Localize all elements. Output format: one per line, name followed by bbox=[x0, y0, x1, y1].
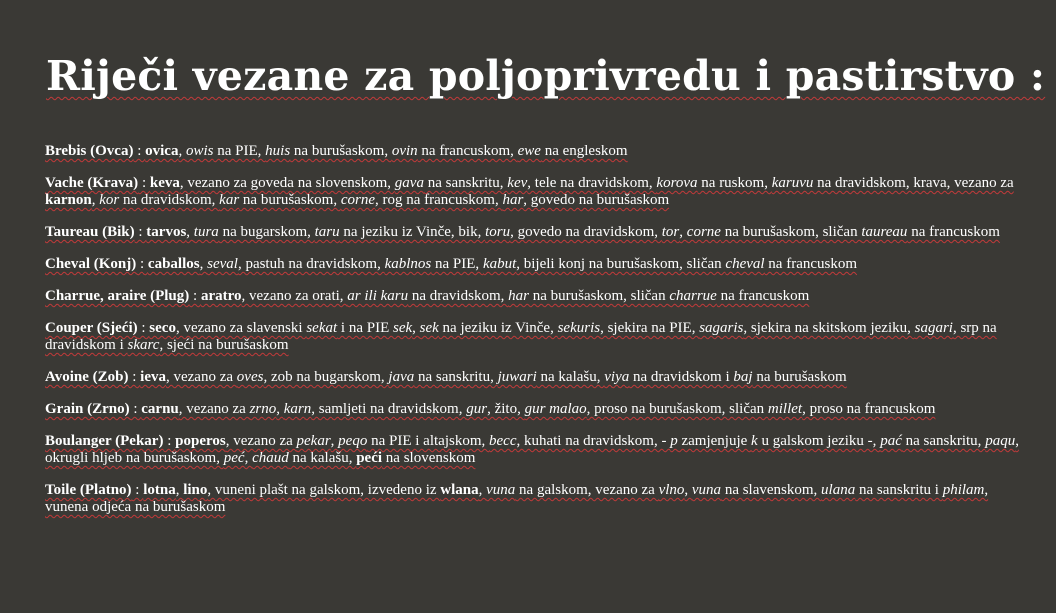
italic-term: owis bbox=[185, 143, 214, 159]
bold-term: Brebis (Ovca) bbox=[45, 143, 134, 159]
text-run: , bbox=[244, 450, 253, 466]
text-run: na kalašu, bbox=[536, 369, 605, 385]
text-run: , bbox=[684, 482, 692, 498]
text-run: , bbox=[478, 482, 487, 498]
text-run: na sanskritu, bbox=[423, 175, 508, 191]
bold-term: peći bbox=[356, 450, 383, 466]
text-run: na jeziku iz Vinče, bik, bbox=[339, 224, 486, 240]
bold-term: Boulanger (Pekar) bbox=[45, 433, 164, 449]
italic-term: tura bbox=[193, 224, 219, 240]
bold-term: poperos bbox=[175, 433, 226, 449]
italic-term: charrue bbox=[669, 288, 717, 304]
text-run: , vezano za goveda na slovenskom, bbox=[179, 175, 395, 191]
text-run: , bbox=[412, 320, 420, 336]
text-run: , srp na dravidskom i bbox=[45, 320, 997, 353]
text-run: na dravidskom, krava, vezano za bbox=[813, 175, 1014, 191]
text-run: , proso na francuskom bbox=[802, 401, 936, 417]
italic-term: tor bbox=[661, 224, 680, 240]
text-run: , bijeli konj na burušaskom, sličan bbox=[516, 256, 726, 272]
text-run: , govedo na dravidskom, bbox=[510, 224, 662, 240]
bold-term: Grain (Zrno) bbox=[45, 401, 130, 417]
text-run: na francuskom bbox=[716, 288, 810, 304]
text-run: , okrugli hljeb na burušaskom, bbox=[45, 433, 1019, 466]
bold-term: aratro bbox=[200, 288, 242, 304]
italic-term: sek bbox=[392, 320, 413, 336]
italic-term: sekat bbox=[306, 320, 338, 336]
text-run: na sanskritu, bbox=[901, 433, 986, 449]
text-run: i na PIE bbox=[337, 320, 393, 336]
entry-grain bbox=[45, 401, 1020, 418]
bold-term: Avoine (Zob) bbox=[45, 369, 129, 385]
text-run: na kalašu, bbox=[288, 450, 357, 466]
text-run: na dravidskom i bbox=[629, 369, 734, 385]
bold-term: keva bbox=[149, 175, 180, 191]
italic-term: seval bbox=[207, 256, 238, 272]
italic-term: gur malao bbox=[524, 401, 587, 417]
italic-term: vuna bbox=[691, 482, 722, 498]
text-run: na PIE, bbox=[213, 143, 266, 159]
text-run: na dravidskom, bbox=[408, 288, 509, 304]
text-run: na burušaskom bbox=[752, 369, 847, 385]
bold-term: ovica bbox=[145, 143, 179, 159]
bold-term: Vache (Krava) bbox=[45, 175, 139, 191]
italic-term: corne bbox=[340, 192, 375, 208]
entry-list bbox=[45, 128, 1020, 525]
italic-term: k bbox=[751, 433, 758, 449]
italic-term: har bbox=[508, 288, 529, 304]
entry-cheval bbox=[45, 256, 1020, 273]
bold-term: caballos bbox=[147, 256, 200, 272]
entry-taureau bbox=[45, 224, 1020, 241]
italic-term: taureau bbox=[861, 224, 908, 240]
italic-term: kar bbox=[219, 192, 240, 208]
text-run: , bbox=[175, 482, 184, 498]
text-run: : bbox=[137, 320, 150, 336]
text-run: , vezano za orati, bbox=[241, 288, 348, 304]
italic-term: paqu bbox=[985, 433, 1016, 449]
italic-term: vuna bbox=[486, 482, 516, 498]
bold-term: seco bbox=[149, 320, 176, 336]
text-run: , vezano za bbox=[165, 369, 237, 385]
italic-term: taru bbox=[314, 224, 340, 240]
text-run: , zob na bugarskom, bbox=[263, 369, 389, 385]
text-run: : bbox=[128, 369, 141, 385]
italic-term: baj bbox=[733, 369, 753, 385]
italic-term: har bbox=[502, 192, 524, 208]
text-run: , bbox=[679, 224, 687, 240]
italic-term: sagari bbox=[914, 320, 953, 336]
entry-couper bbox=[45, 320, 1020, 354]
entry-vache bbox=[45, 175, 1020, 209]
italic-term: pekar bbox=[296, 433, 331, 449]
text-run: na slavenskom, bbox=[721, 482, 822, 498]
italic-term: zrno bbox=[249, 401, 277, 417]
text-run: na burušaskom, bbox=[290, 143, 392, 159]
text-run: , rog na francuskom, bbox=[374, 192, 503, 208]
italic-term: millet bbox=[767, 401, 803, 417]
text-run: u galskom jeziku -, bbox=[757, 433, 881, 449]
italic-term: peqo bbox=[338, 433, 368, 449]
bold-term: wlana bbox=[440, 482, 479, 498]
italic-term: kor bbox=[99, 192, 120, 208]
text-run: , bbox=[330, 433, 339, 449]
italic-term: juwari bbox=[497, 369, 537, 385]
text-run: , govedo na burušaskom bbox=[523, 192, 670, 208]
text-run: , samljeti na dravidskom, bbox=[311, 401, 467, 417]
text-run: na burušaskom, sličan bbox=[720, 224, 862, 240]
text-run: : bbox=[129, 401, 142, 417]
italic-term: cheval bbox=[725, 256, 765, 272]
italic-term: sekuris bbox=[557, 320, 601, 336]
italic-term: gava bbox=[394, 175, 424, 191]
italic-term: korova bbox=[656, 175, 698, 191]
text-run: na burušaskom, bbox=[239, 192, 341, 208]
italic-term: peć bbox=[223, 450, 245, 466]
text-run: , vezano za bbox=[178, 401, 250, 417]
bold-term: Couper (Sjeći) bbox=[45, 320, 138, 336]
text-run: na francuskom, bbox=[417, 143, 518, 159]
italic-term: philam bbox=[942, 482, 985, 498]
italic-term: ewe bbox=[517, 143, 541, 159]
text-run: , sjekira na PIE, bbox=[600, 320, 700, 336]
text-run: , vuneni plašt na galskom, izvedeno iz bbox=[207, 482, 441, 498]
italic-term: karuvu bbox=[771, 175, 814, 191]
text-run: , sjeći na burušaskom bbox=[159, 337, 289, 353]
text-run: : bbox=[131, 482, 144, 498]
italic-term: ulana bbox=[821, 482, 856, 498]
text-run: na sanskritu, bbox=[414, 369, 498, 385]
bold-term: ieva bbox=[140, 369, 166, 385]
text-run: na PIE i altajskom, bbox=[367, 433, 489, 449]
italic-term: viya bbox=[604, 369, 630, 385]
text-run: : bbox=[138, 175, 150, 191]
italic-term: kabut bbox=[482, 256, 517, 272]
italic-term: toru bbox=[485, 224, 511, 240]
text-run: , proso na burušaskom, sličan bbox=[586, 401, 768, 417]
bold-term: lino bbox=[183, 482, 208, 498]
italic-term: java bbox=[388, 369, 415, 385]
bold-term: tarvos bbox=[146, 224, 187, 240]
text-run: na jeziku iz Vinče, bbox=[438, 320, 558, 336]
text-run: , sjekira na skitskom jeziku, bbox=[743, 320, 915, 336]
entry-brebis bbox=[45, 143, 1020, 160]
bold-term: carnu bbox=[141, 401, 179, 417]
text-run: : bbox=[134, 224, 147, 240]
italic-term: ovin bbox=[391, 143, 418, 159]
bold-term: lotna bbox=[143, 482, 176, 498]
text-run: na slovenskom bbox=[382, 450, 476, 466]
text-run: : bbox=[189, 288, 201, 304]
italic-term: p bbox=[670, 433, 678, 449]
text-run: , bbox=[186, 224, 194, 240]
italic-term: pać bbox=[880, 433, 902, 449]
entry-toile bbox=[45, 482, 1020, 516]
text-run: na ruskom, bbox=[697, 175, 772, 191]
italic-term: karn bbox=[283, 401, 312, 417]
italic-term: skarc bbox=[127, 337, 160, 353]
bold-term: karnon bbox=[45, 192, 92, 208]
bold-term: Charrue, araire (Plug) bbox=[45, 288, 190, 304]
italic-term: vlno bbox=[658, 482, 685, 498]
italic-term: ar ili karu bbox=[347, 288, 409, 304]
text-run: na burušaskom, sličan bbox=[528, 288, 670, 304]
italic-term: sagaris bbox=[699, 320, 744, 336]
text-run: zamjenjuje bbox=[677, 433, 752, 449]
text-run: na PIE, bbox=[431, 256, 483, 272]
entry-boulanger bbox=[45, 433, 1020, 467]
text-run: : bbox=[133, 143, 146, 159]
slide-title: Riječi vezane za poljoprivredu i pastirstvo : bbox=[46, 52, 1046, 100]
italic-term: corne bbox=[686, 224, 721, 240]
bold-term: Taureau (Bik) bbox=[45, 224, 135, 240]
text-run: na sanskritu i bbox=[855, 482, 943, 498]
italic-term: sek bbox=[419, 320, 439, 336]
italic-term: oves bbox=[236, 369, 264, 385]
text-run: , bbox=[178, 143, 186, 159]
text-run: na francuskom bbox=[764, 256, 858, 272]
text-run: na bugarskom, bbox=[218, 224, 315, 240]
text-run: , bbox=[91, 192, 100, 208]
italic-term: gur bbox=[466, 401, 488, 417]
italic-term: chaud bbox=[252, 450, 289, 466]
text-run: , tele na dravidskom, bbox=[527, 175, 657, 191]
text-run: : bbox=[136, 256, 148, 272]
text-run: na engleskom bbox=[540, 143, 628, 159]
text-run: , bbox=[276, 401, 284, 417]
text-run: : bbox=[163, 433, 176, 449]
italic-term: kablnos bbox=[384, 256, 432, 272]
entry-avoine bbox=[45, 369, 1020, 386]
text-run: , pastuh na dravidskom, bbox=[237, 256, 385, 272]
entry-charrue bbox=[45, 288, 1020, 305]
text-run: , vunena odjeća na burušaskom bbox=[45, 482, 989, 515]
text-run: na francuskom bbox=[907, 224, 1000, 240]
italic-term: becc bbox=[489, 433, 517, 449]
text-run: na galskom, vezano za bbox=[515, 482, 659, 498]
italic-term: kev bbox=[507, 175, 528, 191]
text-run: , kuhati na dravidskom, - bbox=[516, 433, 671, 449]
bold-term: Toile (Platno) bbox=[45, 482, 132, 498]
text-run: , bbox=[199, 256, 208, 272]
text-run: , žito, bbox=[487, 401, 525, 417]
text-run: , vezano za bbox=[225, 433, 297, 449]
text-run: , vezano za slavenski bbox=[175, 320, 307, 336]
italic-term: huis bbox=[265, 143, 291, 159]
text-run: na dravidskom, bbox=[119, 192, 220, 208]
bold-term: Cheval (Konj) bbox=[45, 256, 137, 272]
